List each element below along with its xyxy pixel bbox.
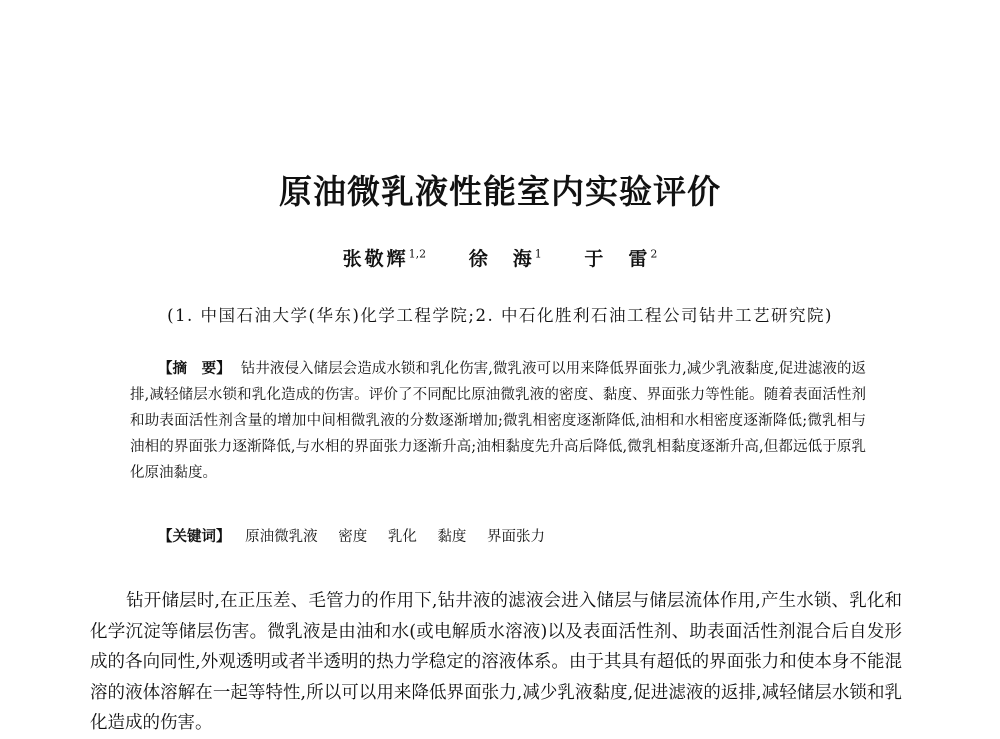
keywords	[158, 524, 858, 550]
author-2	[469, 244, 542, 271]
abstract-text: 钻井液侵入储层会造成水锁和乳化伤害,微乳液可以用来降低界面张力,减少乳液黏度,促进滤液的返排,减轻储层水锁和乳化造成的伤害。评价了不同配比原油微乳液的密度、黏度、界面张力等性能。随着表面活性剂和助表面活性剂含量的增加中间相微乳液的分数逐渐增加;微乳相密度逐渐降低,油相和水相密度逐渐降低;微乳相与油相的界面张力逐渐降低,与水相的界面张力逐渐升高;油相黏度先升高后降低,微乳相黏度逐渐升高,但都远低于原乳化原油黏度。	[130, 361, 867, 481]
author-3	[584, 244, 657, 271]
paper-title: 原油微乳液性能室内实验评价	[279, 172, 721, 211]
keyword: 乳化	[387, 529, 417, 545]
body-text: 钻开储层时,在正压差、毛管力的作用下,钻井液的滤液会进入储层与储层流体作用,产生水锁、乳化和化学沉淀等储层伤害。微乳液是由油和水(或电解质水溶液)以及表面活性剂、助表面活性剂混合后自发形成的各向同性,外观透明或者半透明的热力学稳定的溶液体系。由于其具有超低的界面张力和使本身不能混溶的液体溶解在一起等特性,所以可以用来降低界面张力,减少乳液黏度,促进滤液的返排,减轻储层水锁和乳化造成的伤害。	[90, 591, 902, 733]
abstract-label: 【摘 要】	[158, 360, 231, 377]
keyword: 密度	[338, 529, 368, 545]
abstract	[130, 356, 866, 486]
body-paragraph	[90, 586, 902, 739]
author-3-affil-mark: 2	[650, 247, 658, 261]
keyword: 黏度	[437, 529, 467, 545]
keyword: 原油微乳液	[245, 529, 318, 545]
author-2-affil-mark: 1	[534, 247, 542, 261]
author-1	[343, 244, 427, 271]
affiliations: (1. 中国石油大学(华东)化学工程学院;2. 中石化胜利石油工程公司钻井工艺研究院)	[167, 306, 833, 325]
author-1-name: 张敬辉	[342, 248, 409, 270]
author-3-name: 于 雷	[584, 248, 651, 270]
keyword: 界面张力	[487, 529, 546, 545]
keywords-label: 【关键词】	[158, 528, 231, 545]
author-1-affil-mark: 1,2	[408, 247, 427, 261]
author-list	[0, 244, 1000, 271]
author-2-name: 徐 海	[468, 248, 535, 270]
